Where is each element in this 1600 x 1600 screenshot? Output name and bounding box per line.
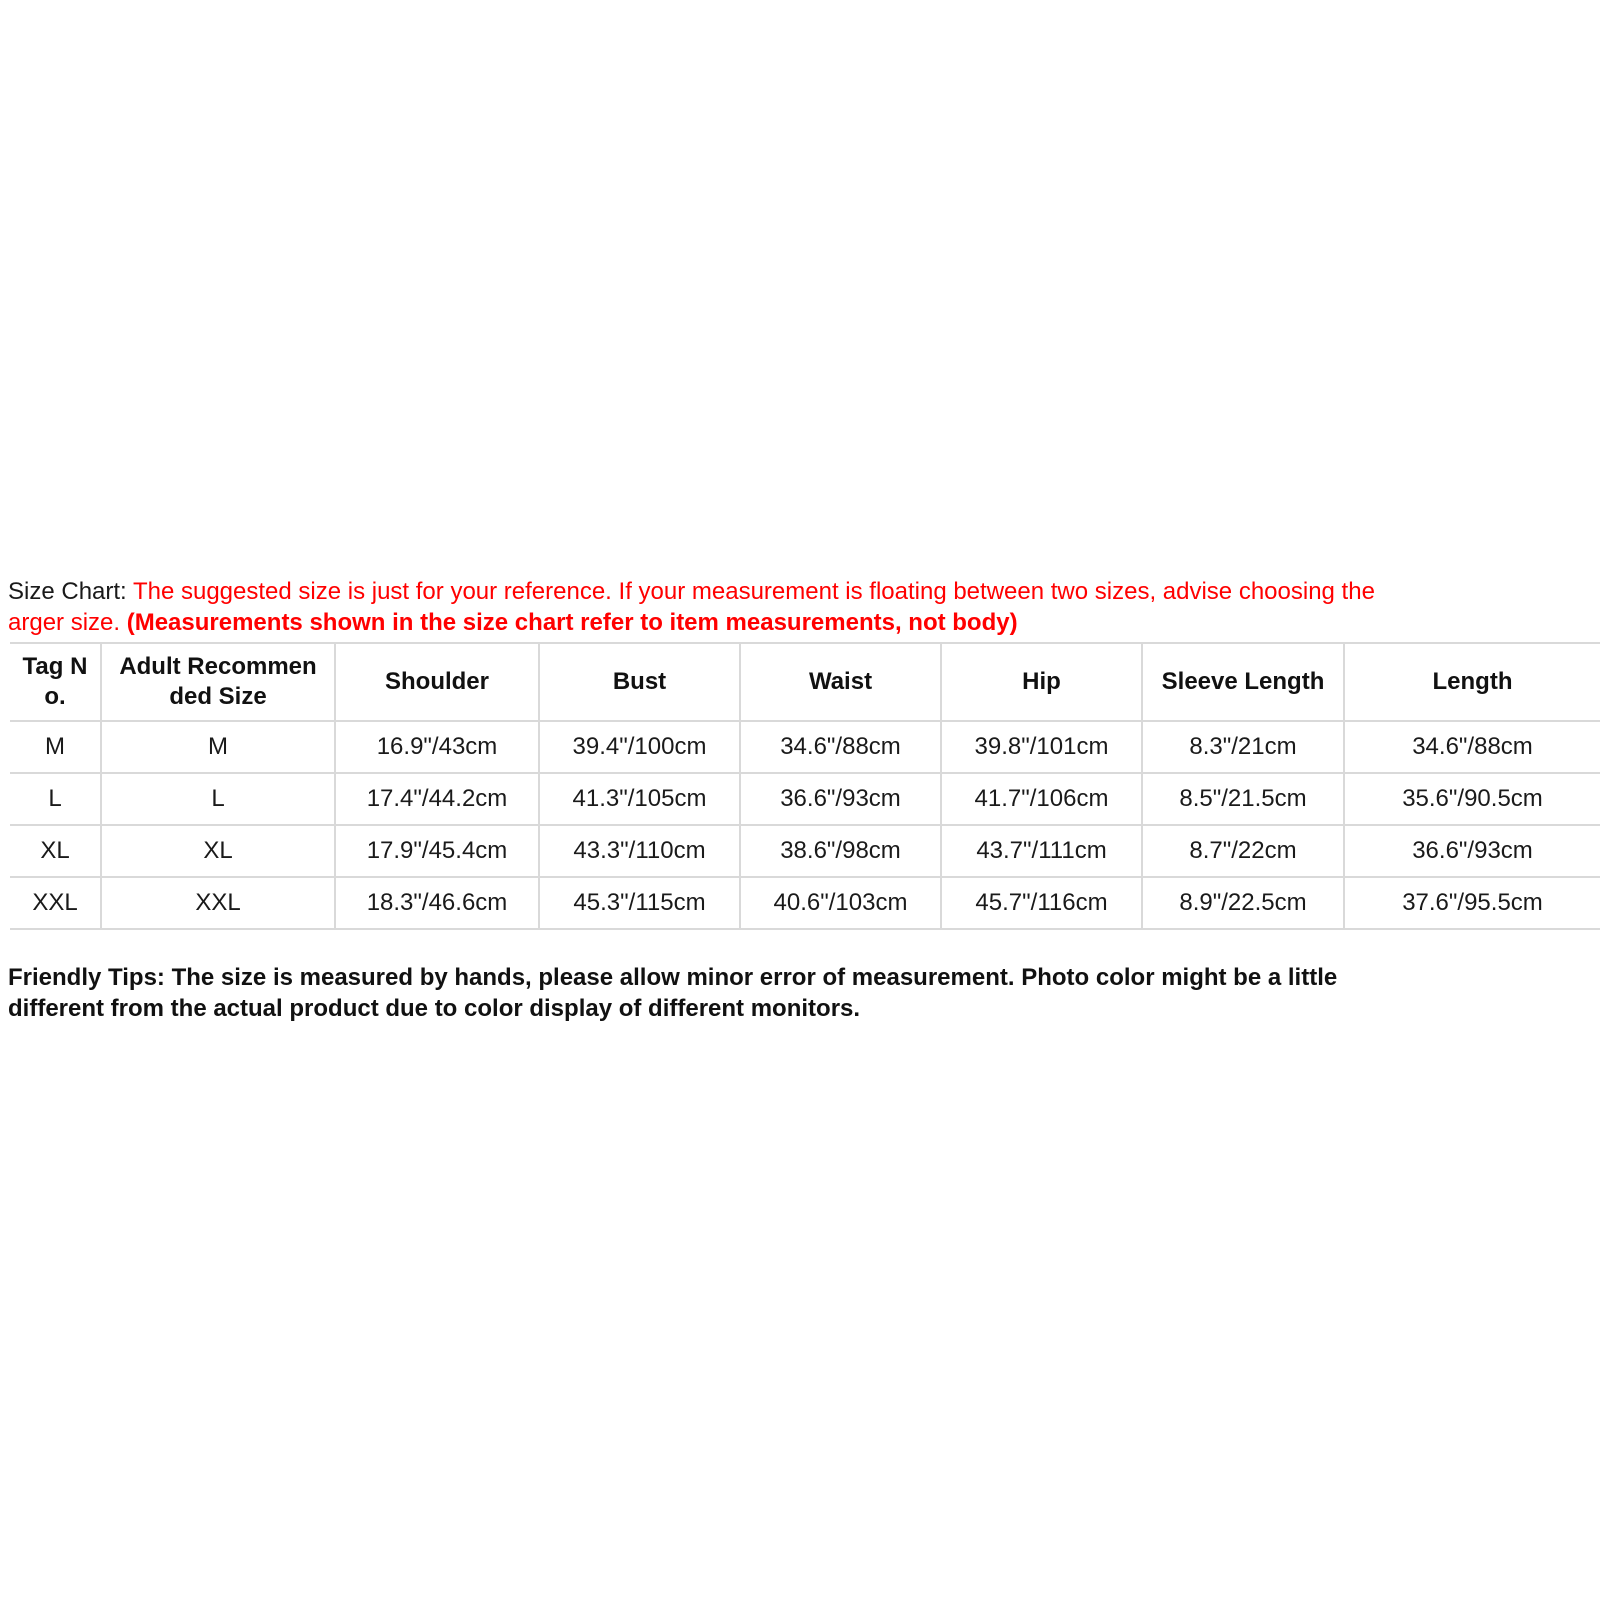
header-bust: Bust <box>539 643 740 721</box>
tips-line-2: different from the actual product due to color display of different monitors. <box>8 995 861 1022</box>
cell-tag: XXL <box>10 877 101 929</box>
cell-waist: 36.6"/93cm <box>740 773 941 825</box>
header-waist: Waist <box>740 643 941 721</box>
cell-waist: 38.6"/98cm <box>740 825 941 877</box>
cell-hip: 39.8"/101cm <box>941 721 1142 773</box>
cell-waist: 40.6"/103cm <box>740 877 941 929</box>
table-header-row <box>10 643 1600 721</box>
header-tag-no: Tag N o. <box>10 643 101 721</box>
cell-adult-size: XL <box>101 825 335 877</box>
cell-length: 36.6"/93cm <box>1344 825 1600 877</box>
cell-bust: 41.3"/105cm <box>539 773 740 825</box>
cell-length: 37.6"/95.5cm <box>1344 877 1600 929</box>
cell-bust: 45.3"/115cm <box>539 877 740 929</box>
cell-tag: L <box>10 773 101 825</box>
tips-line-1: Friendly Tips: The size is measured by hands, please allow minor error of measurement. Photo color might be a little <box>8 964 1338 991</box>
cell-tag: XL <box>10 825 101 877</box>
cell-tag: M <box>10 721 101 773</box>
cell-shoulder: 18.3"/46.6cm <box>335 877 539 929</box>
measurement-note: (Measurements shown in the size chart refer to item measurements, not body) <box>126 609 1018 636</box>
table-row <box>10 825 1600 877</box>
cell-sleeve-length: 8.9"/22.5cm <box>1142 877 1344 929</box>
table-row <box>10 773 1600 825</box>
friendly-tips <box>8 962 1568 1024</box>
cell-shoulder: 16.9"/43cm <box>335 721 539 773</box>
size-chart-intro <box>8 576 1568 638</box>
cell-shoulder: 17.4"/44.2cm <box>335 773 539 825</box>
cell-bust: 43.3"/110cm <box>539 825 740 877</box>
header-hip: Hip <box>941 643 1142 721</box>
cell-bust: 39.4"/100cm <box>539 721 740 773</box>
intro-line-2 <box>8 607 1568 638</box>
cell-hip: 41.7"/106cm <box>941 773 1142 825</box>
header-length: Length <box>1344 643 1600 721</box>
header-shoulder: Shoulder <box>335 643 539 721</box>
table-row <box>10 877 1600 929</box>
cell-adult-size: XXL <box>101 877 335 929</box>
cell-adult-size: M <box>101 721 335 773</box>
table-row <box>10 721 1600 773</box>
header-sleeve-length: Sleeve Length <box>1142 643 1344 721</box>
size-note-line-2: arger size. <box>8 609 127 636</box>
cell-length: 34.6"/88cm <box>1344 721 1600 773</box>
size-chart-label: Size Chart <box>8 578 121 605</box>
cell-hip: 43.7"/111cm <box>941 825 1142 877</box>
size-note-line-1: The suggested size is just for your reference. If your measurement is floating between two sizes, advise choosing the <box>132 578 1375 605</box>
cell-shoulder: 17.9"/45.4cm <box>335 825 539 877</box>
size-chart-colon: : <box>120 578 133 605</box>
cell-waist: 34.6"/88cm <box>740 721 941 773</box>
cell-sleeve-length: 8.3"/21cm <box>1142 721 1344 773</box>
cell-hip: 45.7"/116cm <box>941 877 1142 929</box>
cell-length: 35.6"/90.5cm <box>1344 773 1600 825</box>
size-chart-table <box>10 642 1600 930</box>
intro-line-1 <box>8 576 1568 607</box>
cell-sleeve-length: 8.5"/21.5cm <box>1142 773 1344 825</box>
header-adult-recommended-size: Adult Recommen ded Size <box>101 643 335 721</box>
cell-adult-size: L <box>101 773 335 825</box>
cell-sleeve-length: 8.7"/22cm <box>1142 825 1344 877</box>
